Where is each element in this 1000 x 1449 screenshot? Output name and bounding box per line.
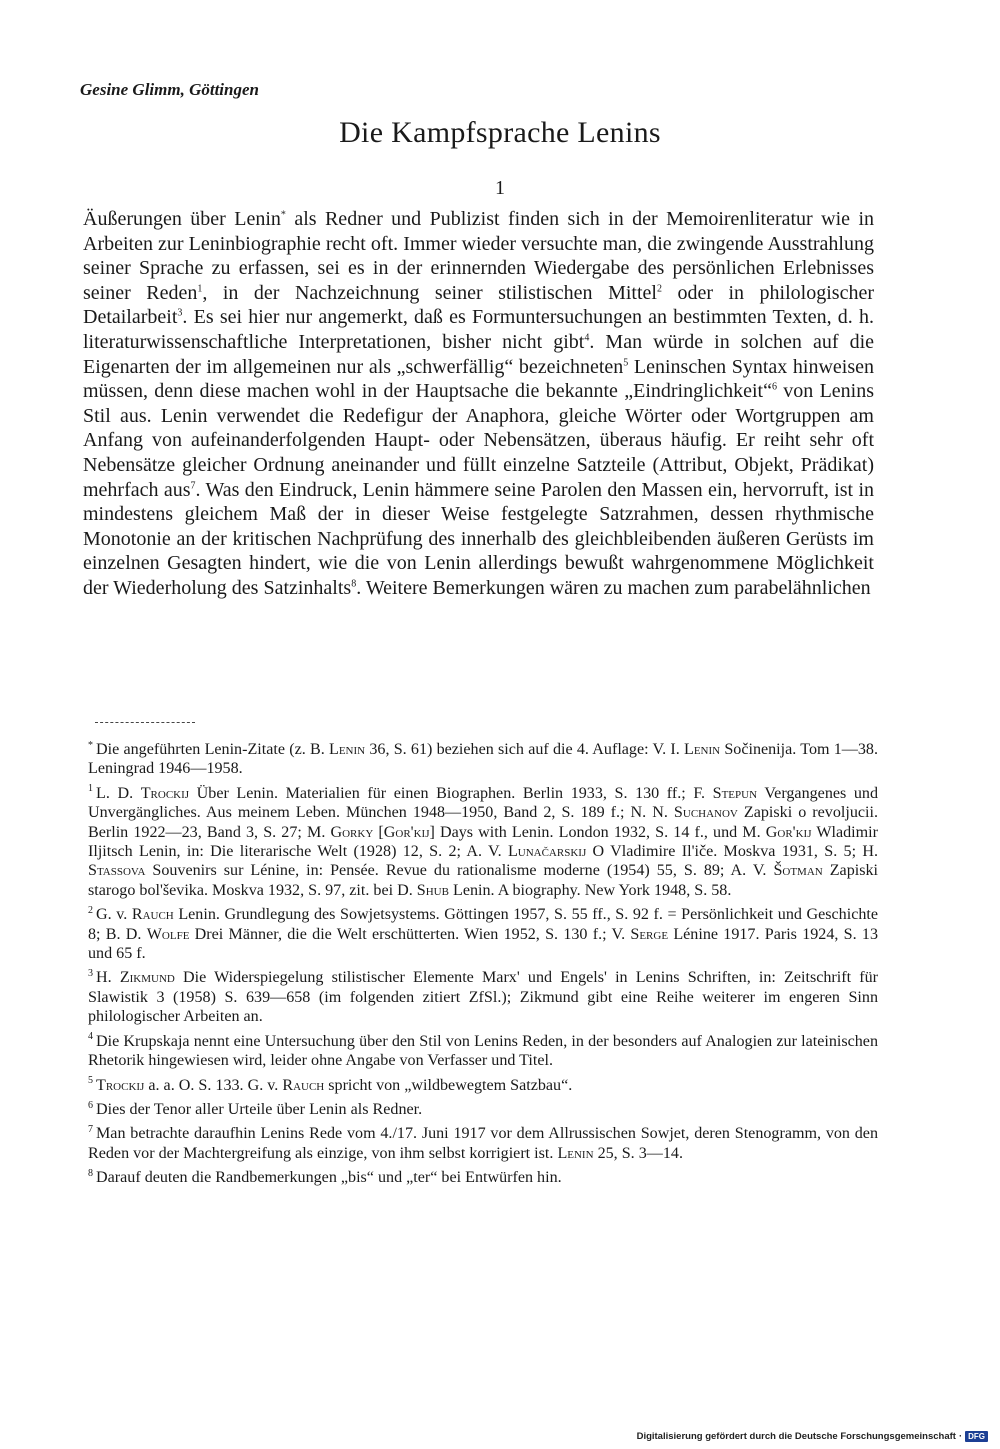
author-name: Trockij [96, 1076, 145, 1094]
footnote-item [88, 1076, 878, 1095]
footnote-text: Zapiski o revoljucii. Berlin 1922—23, Band 3, S. 27; M. [88, 804, 878, 841]
footnote-text: [ [373, 823, 384, 841]
body-text-run: . Es sei hier nur angemerkt, daß es Formuntersuchungen an bestimmten Texten, d. h. literaturwissenschaftliche Interpretationen, bisher nicht gibt [83, 306, 874, 353]
footnotes-section [88, 740, 878, 1193]
author-name: Stassova [88, 862, 146, 880]
footnote-text: ] Days with Lenin. London 1932, S. 14 f., und M. [429, 823, 766, 841]
footnote-marker: 8 [88, 1167, 93, 1179]
author-name: Zikmund [119, 969, 175, 987]
footnote-marker: * [88, 739, 93, 751]
footnote-text: Über Lenin. Materialien für einen Biographen. Berlin 1933, S. 130 ff.; F. [189, 784, 713, 802]
footnote-text: Sočinenija. Tom 1—38. Leningrad 1946—1958. [88, 741, 879, 778]
footnote-text: Vergangenes und Unvergängliches. Aus meinem Leben. München 1948—1950, Band 2, S. 189 f.; N. N. [88, 784, 879, 822]
footnote-ref: 5 [623, 356, 629, 368]
body-text-run: . Was den Eindruck, Lenin hämmere seine Parolen den Massen ein, hervorruft, ist in mindestens gleichem Maß der in dieser Weise festgelegte Satzrahmen, dessen rhythmische Monotonie an der kritischen Nachprüfung des innerhalb des gleichbleibenden äußeren Gerüsts im einzelnen Gesagten hindert, wie die von Lenin allerdings bewußt wahrgenommene Möglichkeit der Wiederholung des Satzinhalts [83, 478, 875, 599]
author-name: Gor'kij [383, 823, 430, 841]
footnote-marker: 7 [88, 1123, 93, 1135]
credit-text: Digitalisierung gefördert durch die Deutsche Forschungsgemeinschaft [636, 1431, 956, 1442]
footnote-ref: * [280, 209, 286, 221]
footnote-item [88, 905, 878, 963]
footnote-text: Lénine 1917. Paris 1924, S. 13 und 65 f. [88, 925, 878, 963]
author-name: Wolfe [146, 925, 190, 943]
footnote-text: Wladimir Iljitsch Lenin, in: Die literarische Welt (1928) 12, S. 2; A. V. [88, 823, 878, 861]
footnote-text: Die Widerspiegelung stilistischer Elemente Marx' und Engels' in Lenins Schriften, in: Zeitschrift für Slawistik 3 (1958) S. 639—658 (im folgenden zitiert ZfSl.); Zikmund gibt eine Reihe weiterer im engeren Sinn philologischer Arbeiten an. [88, 969, 878, 1026]
author-name: Serge [630, 925, 669, 943]
author-name: Gorky [330, 823, 374, 841]
author-name: Lunačarskij [507, 843, 587, 861]
footnote-ref: 4 [584, 332, 590, 344]
body-text-run: . Weitere Bemerkungen wären zu machen zum parabelähnlichen [356, 576, 871, 599]
footnote-text: Die Krupskaja nennt eine Untersuchung über den Stil von Lenins Reden, in der besonders auf Analogien zur lateinischen Rhetorik hingewiesen wird, leider ohne Angabe von Verfasser und Titel. [88, 1032, 878, 1070]
footnote-text: Zapiski starogo bol'ševika. Moskva 1932, S. 97, zit. bei D. [88, 862, 879, 899]
footnote-item [88, 1168, 878, 1187]
author-name: Stepun [712, 784, 758, 802]
footnote-ref: 1 [197, 283, 203, 295]
footnote-item [88, 740, 878, 779]
body-text-run: von Lenins Stil aus. Lenin verwendet die Redefigur der Anaphora, gleiche Wörter oder Wortgruppen am Anfang von aufeinanderfolgenden Haupt- oder Nebensätzen, überaus häufig. Er reiht sehr oft Nebensätze gleicher Ordnung aneinander und füllt einzelne Satzteile (Attribut, Objekt, Prädikat) mehrfach aus [83, 380, 874, 501]
author-name: Trockij [140, 784, 190, 802]
footnote-marker: 2 [88, 904, 93, 916]
body-text-run: . Man würde in solchen auf die Eigenarten der im allgemeinen nur als „schwerfällig“ bezeichneten [83, 330, 875, 378]
footnote-text: Lenin. A biography. New York 1948, S. 58. [448, 881, 732, 899]
footnote-item [88, 968, 878, 1026]
author-name: Šotman [773, 862, 823, 880]
footnote-text: O Vladimire Il'iče. Moskva 1931, S. 5; H. [586, 843, 878, 861]
digitization-credit [637, 1431, 988, 1442]
author-name: Suchanov [673, 804, 738, 822]
footnote-ref: 6 [771, 381, 777, 393]
footnote-marker: 5 [88, 1075, 93, 1087]
author-name: Lenin [329, 741, 366, 758]
body-text-run: Äußerungen über Lenin [83, 208, 281, 230]
footnote-text: H. [96, 969, 120, 987]
footnote-text: L. D. [96, 784, 141, 802]
author-name: Rauch [282, 1076, 325, 1094]
footnote-text: G. v. [96, 906, 132, 924]
footnote-item [88, 784, 878, 900]
body-text-run: Leninschen Syntax hinweisen müssen, denn diese machen wohl in der Hauptsache die bekannte „Eindringlichkeit“ [83, 355, 875, 403]
footnote-text: Souvenirs sur Lénine, in: Pensée. Revue du rationalisme moderne (1954) 55, S. 89; A. V. [145, 862, 774, 880]
credit-separator: · [958, 1431, 963, 1442]
footnote-text: Dies der Tenor aller Urteile über Lenin als Redner. [96, 1100, 423, 1118]
footnote-text: a. a. O. S. 133. G. v. [144, 1076, 283, 1094]
footnote-text: Drei Männer, die die Welt erschütterten. Wien 1952, S. 130 f.; V. [189, 925, 631, 943]
footnote-divider [95, 722, 195, 723]
footnote-ref: 3 [177, 307, 183, 319]
article-title: Die Kampfsprache Lenins [339, 116, 661, 149]
author-name: Gor'kij [765, 823, 812, 841]
footnote-ref: 7 [190, 479, 196, 491]
footnote-text: 36, S. 61) beziehen sich auf die 4. Auflage: V. I. [365, 741, 684, 758]
footnote-text: Man betrachte daraufhin Lenins Rede vom 4./17. Juni 1917 vor dem Allrussischen Sowjet, deren Stenogramm, von den Reden vor der Machtergreifung als einzige, von ihm selbst korrigiert ist. [88, 1125, 878, 1162]
author-name: Lenin [557, 1144, 594, 1162]
footnote-marker: 6 [88, 1099, 93, 1111]
footnote-ref: 2 [656, 283, 662, 295]
footnote-text: Die angeführten Lenin-Zitate (z. B. [96, 741, 329, 758]
footnote-item [88, 1100, 878, 1119]
author-name: Shub [416, 881, 449, 899]
section-number: 1 [495, 177, 505, 199]
footnote-marker: 3 [88, 968, 93, 980]
body-paragraph [83, 207, 874, 601]
author-line: Gesine Glimm, Göttingen [80, 80, 259, 99]
body-text-run: oder in philologischer Detailarbeit [83, 281, 874, 329]
body-text-run: , in der Nachzeichnung seiner stilistischen Mittel [202, 281, 657, 304]
footnote-item [88, 1032, 878, 1071]
footnote-text: spricht von „wildbewegtem Satzbau“. [324, 1076, 573, 1094]
footnote-ref: 8 [351, 578, 357, 590]
footnote-marker: 4 [88, 1031, 93, 1043]
author-name: Rauch [131, 906, 174, 924]
body-text-run: als Redner und Publizist finden sich in der Memoirenliteratur wie in Arbeiten zur Leninbiographie recht oft. Immer wieder versuchte man, die zwingende Ausstrahlung seiner Sprache zu erfassen, sei es in der erinnernden Wiedergabe des persönlichen Erlebnisses seiner Reden [83, 208, 875, 304]
footnote-text: 25, S. 3—14. [593, 1144, 683, 1162]
footnote-text: Lenin. Grundlegung des Sowjetsystems. Göttingen 1957, S. 55 ff., S. 92 f. = Persönlichkeit und Geschichte 8; B. D. [88, 906, 879, 943]
footnote-item [88, 1124, 878, 1163]
author-name: Lenin [683, 741, 721, 758]
footnote-marker: 1 [88, 783, 93, 795]
dfg-logo: DFG [965, 1431, 988, 1442]
footnote-text: Darauf deuten die Randbemerkungen „bis“ und „ter“ bei Entwürfen hin. [96, 1169, 562, 1187]
